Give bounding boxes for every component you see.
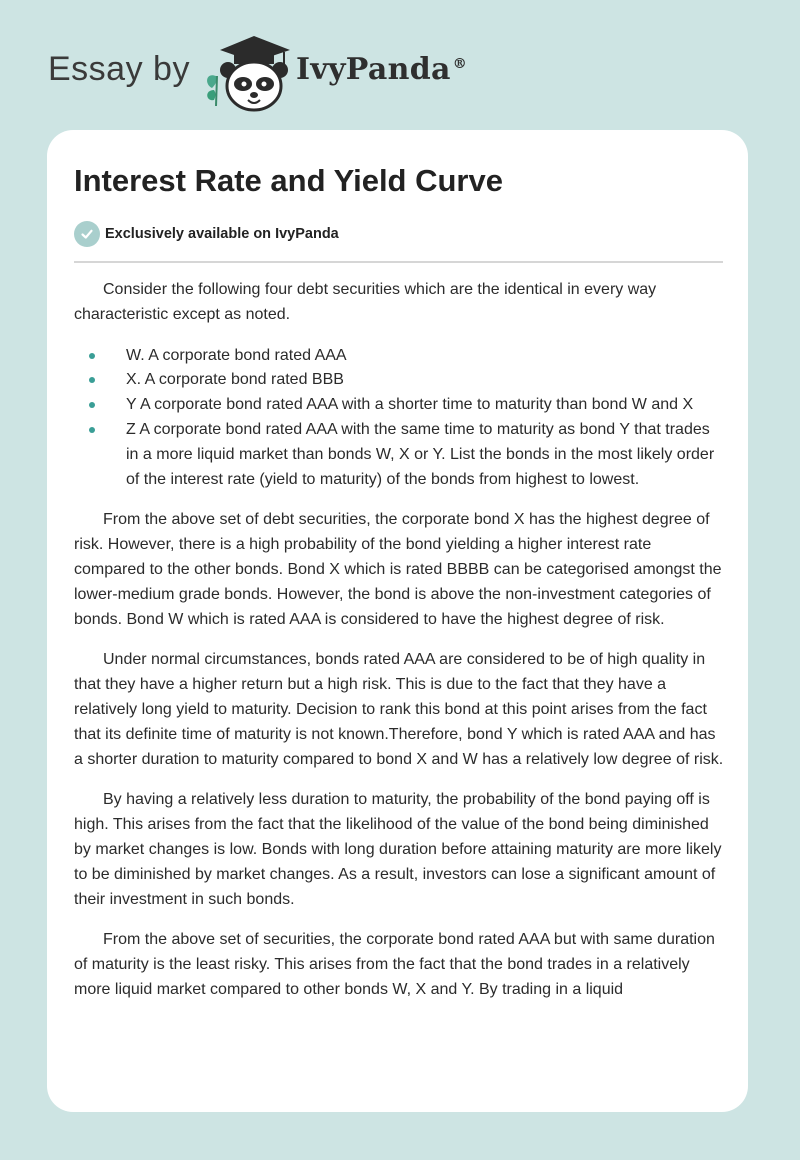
body-paragraph: Under normal circumstances, bonds rated AAA are considered to be of high quality in that they have a higher return but a high risk. This is due to the fact that they have a relatively long yield to maturity. Decision to rank this bond at this point arises from the fact that its definite time of maturity is not known.Therefore, bond Y which is rated AAA and has a shorter duration to maturity compared to bond X and W has a relatively low degree of risk. [74, 651, 724, 768]
securities-list [74, 344, 726, 493]
list-item: Y A corporate bond rated AAA with a shorter time to maturity than bond W and X [126, 393, 726, 418]
badge-text: Exclusively available on IvyPanda [105, 226, 339, 242]
essay-card [47, 130, 748, 1112]
body-paragraph: From the above set of securities, the corporate bond rated AAA but with same duration of maturity is the least risky. This arises from the fact that the bond trades in a relatively more liquid market compared to other bonds W, X and Y. By trading in a liquid [74, 931, 715, 998]
essay-title: Interest Rate and Yield Curve [74, 163, 503, 198]
body-paragraph: By having a relatively less duration to maturity, the probability of the bond paying off is high. This arises from the fact that the likelihood of the value of the bond being diminished by market changes is low. Bonds with long duration before attaining maturity are more likely to be diminished by market changes. As a result, investors can lose a significant amount of their investment in such bonds. [74, 791, 722, 908]
site-header [0, 0, 800, 130]
list-item: W. A corporate bond rated AAA [126, 344, 726, 369]
list-item: Z A corporate bond rated AAA with the same time to maturity as bond Y that trades in a more liquid market than bonds W, X or Y. List the bonds in the most likely order of the interest rate (yield to maturity) of the bonds from highest to lowest. [126, 418, 726, 492]
divider [74, 261, 723, 263]
list-item: X. A corporate bond rated BBB [126, 368, 726, 393]
intro-paragraph: Consider the following four debt securities which are the identical in every way characteristic except as noted. [74, 281, 657, 323]
body-paragraph: From the above set of debt securities, the corporate bond X has the highest degree of risk. However, there is a high probability of the bond yielding a higher interest rate compared to the other bonds. Bond X which is rated BBBB can be categorised amongst the lower-medium grade bonds. However, the bond is above the non-investment categories of bonds. Bond W which is rated AAA is considered to have the highest degree of risk. [74, 511, 722, 628]
panda-graduate-logo-icon[interactable] [200, 32, 292, 112]
brand-prefix: Essay by [48, 50, 190, 88]
check-icon [74, 221, 100, 247]
brand-name[interactable] [296, 52, 467, 87]
essay-body [74, 278, 726, 1019]
registered-mark: ® [452, 56, 468, 72]
brand-name-text: IvyPanda [296, 52, 451, 87]
exclusive-badge [74, 221, 339, 247]
